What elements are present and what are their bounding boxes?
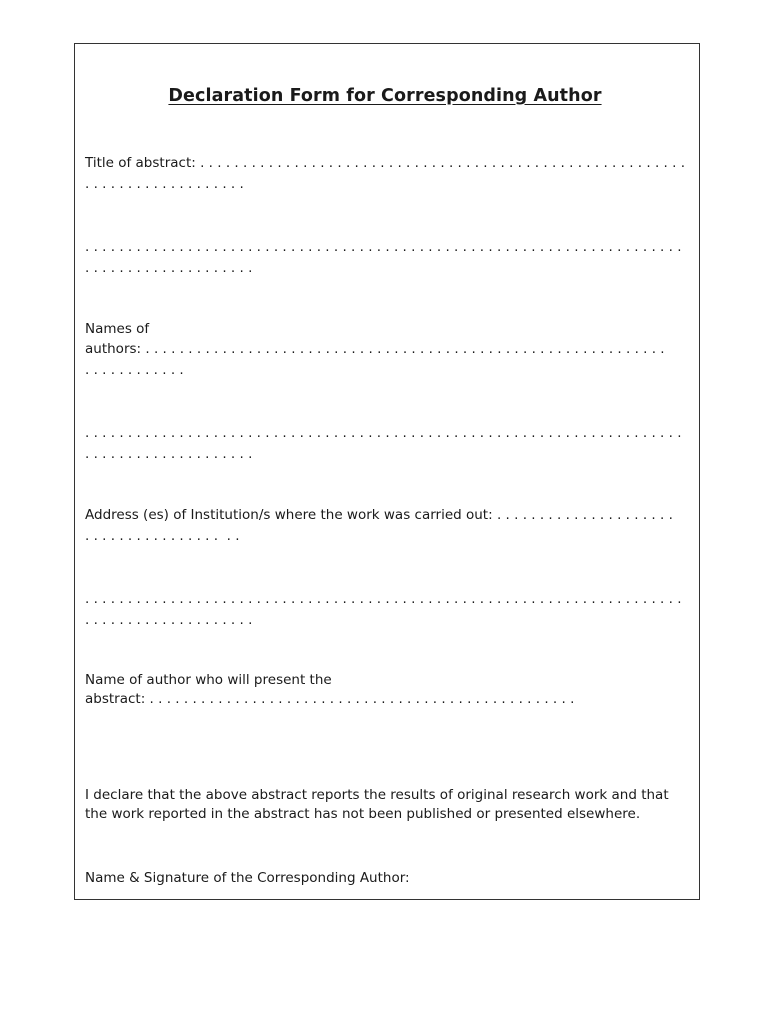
form-title: Declaration Form for Corresponding Author <box>168 86 602 106</box>
signature-label: Name & Signature of the Corresponding Author: <box>85 870 410 886</box>
institution-address-continuation[interactable]: . . . . . . . . . . . . . . . . . . <box>85 528 240 544</box>
names-of-label: Names of <box>85 321 150 337</box>
authors-line-2[interactable]: . . . . . . . . . . . . . . . . . . . . . . . . . . . . . . . . . . . . . . . . . . . . . . . . . . . . . . . . . . . . . . . . . . . . . . <box>85 425 682 441</box>
authors-line[interactable]: authors: . . . . . . . . . . . . . . . . . . . . . . . . . . . . . . . . . . . . . . . . . . . . . . . . . . . . . . . . . . . . . <box>85 341 665 357</box>
title-of-abstract-line-2[interactable]: . . . . . . . . . . . . . . . . . . . . . . . . . . . . . . . . . . . . . . . . . . . . . . . . . . . . . . . . . . . . . . . . . . . . . . <box>85 239 682 255</box>
title-of-abstract-continuation[interactable]: . . . . . . . . . . . . . . . . . . . <box>85 176 244 192</box>
presenting-author-line[interactable]: abstract: . . . . . . . . . . . . . . . . . . . . . . . . . . . . . . . . . . . . . . . . . . . . . . . . . . <box>85 691 575 707</box>
institution-address-line[interactable]: Address (es) of Institution/s where the work was carried out: . . . . . . . . . . . . . . . . . . . . . <box>85 507 673 523</box>
title-of-abstract-line-2-continuation[interactable]: . . . . . . . . . . . . . . . . . . . . <box>85 260 253 276</box>
declaration-statement: I declare that the above abstract reports the results of original research work and that the work reported in the abstract has not been published or presented elsewhere. <box>85 787 669 822</box>
authors-line-2-continuation[interactable]: . . . . . . . . . . . . . . . . . . . . <box>85 446 253 462</box>
presenting-author-label: Name of author who will present the <box>85 672 332 688</box>
institution-address-line-2-continuation[interactable]: . . . . . . . . . . . . . . . . . . . . <box>85 612 253 628</box>
authors-continuation[interactable]: . . . . . . . . . . . . <box>85 362 184 378</box>
title-of-abstract-line[interactable]: Title of abstract: . . . . . . . . . . . . . . . . . . . . . . . . . . . . . . . . . . . . . . . . . . . . . . . . . . . . . . . . . <box>85 155 685 171</box>
institution-address-line-2[interactable]: . . . . . . . . . . . . . . . . . . . . . . . . . . . . . . . . . . . . . . . . . . . . . . . . . . . . . . . . . . . . . . . . . . . . . . <box>85 591 682 607</box>
